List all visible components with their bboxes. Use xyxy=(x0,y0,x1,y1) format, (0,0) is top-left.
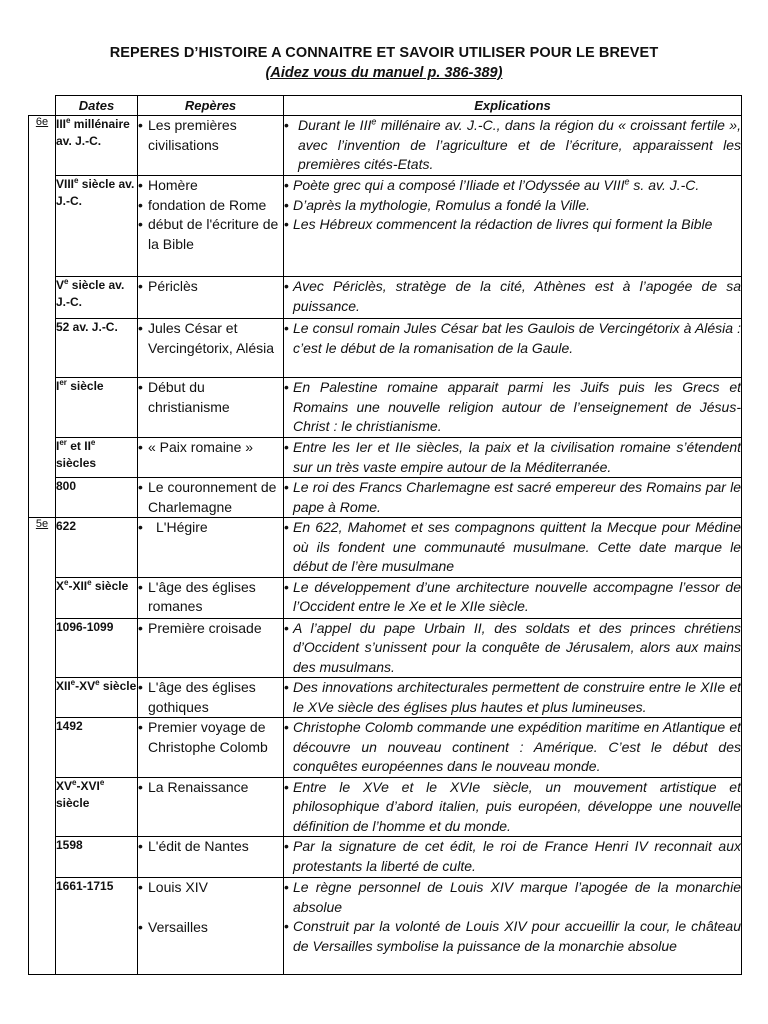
column-header-explications: Explications xyxy=(284,96,742,116)
repere-cell xyxy=(138,878,284,975)
date-cell: IIIe millénaire av. J.-C. xyxy=(56,116,138,176)
repere-cell xyxy=(138,777,284,837)
repere-cell xyxy=(138,837,284,878)
list-item: • La Renaissance xyxy=(138,778,283,798)
list-item: • Christophe Colomb commande une expédition maritime en Atlantique et découvre un nouveau continent : Amérique. C’est le début des conquêtes européennes dans le nouveau monde. xyxy=(284,718,741,777)
date-cell: 800 xyxy=(56,478,138,518)
table-row xyxy=(29,878,742,975)
explication-cell xyxy=(284,277,742,319)
explication-cell xyxy=(284,319,742,378)
repere-cell xyxy=(138,319,284,378)
date-cell: 1096-1099 xyxy=(56,618,138,678)
table-row xyxy=(29,438,742,478)
repere-cell xyxy=(138,518,284,578)
table-row xyxy=(29,116,742,176)
repere-cell xyxy=(138,176,284,277)
date-cell: 1492 xyxy=(56,718,138,778)
repere-cell xyxy=(138,438,284,478)
table-row xyxy=(29,478,742,518)
table-row xyxy=(29,618,742,678)
explication-cell xyxy=(284,378,742,438)
level-6e: 6e xyxy=(29,116,56,518)
page-subtitle: (Aidez vous du manuel p. 386-389) xyxy=(265,65,503,81)
list-item: • début de l'écriture de la Bible xyxy=(138,215,283,254)
list-item: • Avec Périclès, stratège de la cité, Athènes est à l’apogée de sa puissance. xyxy=(284,277,741,316)
list-item: • Versailles xyxy=(138,918,283,938)
repere-cell xyxy=(138,378,284,438)
history-table xyxy=(28,95,742,975)
table-row xyxy=(29,678,742,718)
repere-cell xyxy=(138,277,284,319)
explication-cell xyxy=(284,777,742,837)
table-header-row xyxy=(29,96,742,116)
date-cell: 1661-1715 xyxy=(56,878,138,975)
date-cell: XVe-XVIe siècle xyxy=(56,777,138,837)
list-item: • Entre les Ier et IIe siècles, la paix et la civilisation romaine s’étendent sur un très vaste empire autour de la Méditerranée. xyxy=(284,438,741,477)
date-cell: VIIIe siècle av. J.-C. xyxy=(56,176,138,277)
list-item: • L'âge des églises gothiques xyxy=(138,678,283,717)
list-item: • Louis XIV xyxy=(138,878,283,898)
repere-cell xyxy=(138,577,284,618)
repere-cell xyxy=(138,116,284,176)
explication-cell xyxy=(284,837,742,878)
list-item: • fondation de Rome xyxy=(138,196,283,216)
column-header-reperes: Repères xyxy=(138,96,284,116)
repere-cell xyxy=(138,478,284,518)
list-item: • L'âge des églises romanes xyxy=(138,578,283,617)
date-cell: Ier et IIe siècles xyxy=(56,438,138,478)
repere-cell xyxy=(138,718,284,778)
list-item: • Durant le IIIe millénaire av. J.-C., dans la région du « croissant fertile », avec l’invention de l’agriculture et de l’écriture, apparaissent les premières cités-Etats. xyxy=(284,116,741,175)
explication-cell xyxy=(284,678,742,718)
explication-cell xyxy=(284,176,742,277)
corner-cell xyxy=(29,96,56,116)
table-row xyxy=(29,277,742,319)
date-cell: Ier siècle xyxy=(56,378,138,438)
date-cell: 1598 xyxy=(56,837,138,878)
list-item: • Entre le XVe et le XVIe siècle, un mouvement artistique et philosophique d’abord italien, puis européen, développe une nouvelle définition de l’homme et du monde. xyxy=(284,778,741,837)
table-row xyxy=(29,777,742,837)
explication-cell xyxy=(284,718,742,778)
explication-cell xyxy=(284,518,742,578)
list-item: • D’après la mythologie, Romulus a fondé la Ville. xyxy=(284,196,741,216)
explication-cell xyxy=(284,116,742,176)
explication-cell xyxy=(284,577,742,618)
list-item: • Les Hébreux commencent la rédaction de livres qui forment la Bible xyxy=(284,215,741,235)
explication-cell xyxy=(284,438,742,478)
table-row xyxy=(29,176,742,277)
repere-cell xyxy=(138,618,284,678)
list-item: • Premier voyage de Christophe Colomb xyxy=(138,718,283,757)
table-row xyxy=(29,319,742,378)
list-item: • Début du christianisme xyxy=(138,378,283,417)
list-item: • Le couronnement de Charlemagne xyxy=(138,478,283,517)
list-item: • Des innovations architecturales permettent de construire entre le XIIe et le XVe siècle des églises plus hautes et plus lumineuses. xyxy=(284,678,741,717)
list-item: • Première croisade xyxy=(138,619,283,639)
list-item: • Les premières civilisations xyxy=(138,116,283,155)
list-item: • Homère xyxy=(138,176,283,196)
list-item: • Poète grec qui a composé l’Iliade et l’Odyssée au VIIIe s. av. J.-C. xyxy=(284,176,741,196)
table-row xyxy=(29,518,742,578)
date-cell: Ve siècle av. J.-C. xyxy=(56,277,138,319)
table-row xyxy=(29,378,742,438)
list-item: • Le consul romain Jules César bat les Gaulois de Vercingétorix à Alésia : c’est le début de la romanisation de la Gaule. xyxy=(284,319,741,358)
level-5e: 5e xyxy=(29,518,56,975)
list-item: • « Paix romaine » xyxy=(138,438,283,458)
list-item: • Périclès xyxy=(138,277,283,297)
explication-cell xyxy=(284,878,742,975)
list-item: • En 622, Mahomet et ses compagnons quittent la Mecque pour Médine où ils fondent une communauté musulmane. Cette date marque le début de l’ère musulmane xyxy=(284,518,741,577)
column-header-dates: Dates xyxy=(56,96,138,116)
list-item: • Jules César et Vercingétorix, Alésia xyxy=(138,319,283,358)
list-item: • L'édit de Nantes xyxy=(138,837,283,857)
date-cell: 622 xyxy=(56,518,138,578)
list-item: • Le règne personnel de Louis XIV marque l’apogée de la monarchie absolue xyxy=(284,878,741,917)
date-cell: Xe-XIIe siècle xyxy=(56,577,138,618)
list-item: • A l’appel du pape Urbain II, des soldats et des princes chrétiens d’Occident s’unissent pour la conquête de Jérusalem, alors aux mains des musulmans. xyxy=(284,619,741,678)
list-item: • Le roi des Francs Charlemagne est sacré empereur des Romains par le pape à Rome. xyxy=(284,478,741,517)
explication-cell xyxy=(284,618,742,678)
explication-cell xyxy=(284,478,742,518)
repere-cell xyxy=(138,678,284,718)
list-item: • L'Hégire xyxy=(138,518,283,538)
table-row xyxy=(29,577,742,618)
list-item: • Construit par la volonté de Louis XIV pour accueillir la cour, le château de Versailles symbolise la puissance de la monarchie absolue xyxy=(284,917,741,956)
page-title: REPERES D’HISTOIRE A CONNAITRE ET SAVOIR UTILISER POUR LE BREVET xyxy=(109,45,659,61)
date-cell: 52 av. J.-C. xyxy=(56,319,138,378)
date-cell: XIIe-XVe siècle xyxy=(56,678,138,718)
list-item: • Par la signature de cet édit, le roi de France Henri IV reconnait aux protestants la liberté de culte. xyxy=(284,837,741,876)
table-row xyxy=(29,837,742,878)
list-item: • Le développement d’une architecture nouvelle accompagne l’essor de l’Occident entre le Xe et le XIIe siècle. xyxy=(284,578,741,617)
table-row xyxy=(29,718,742,778)
list-item: • En Palestine romaine apparait parmi les Juifs puis les Grecs et Romains une nouvelle religion autour de l’enseignement de Jésus-Christ : le christianisme. xyxy=(284,378,741,437)
